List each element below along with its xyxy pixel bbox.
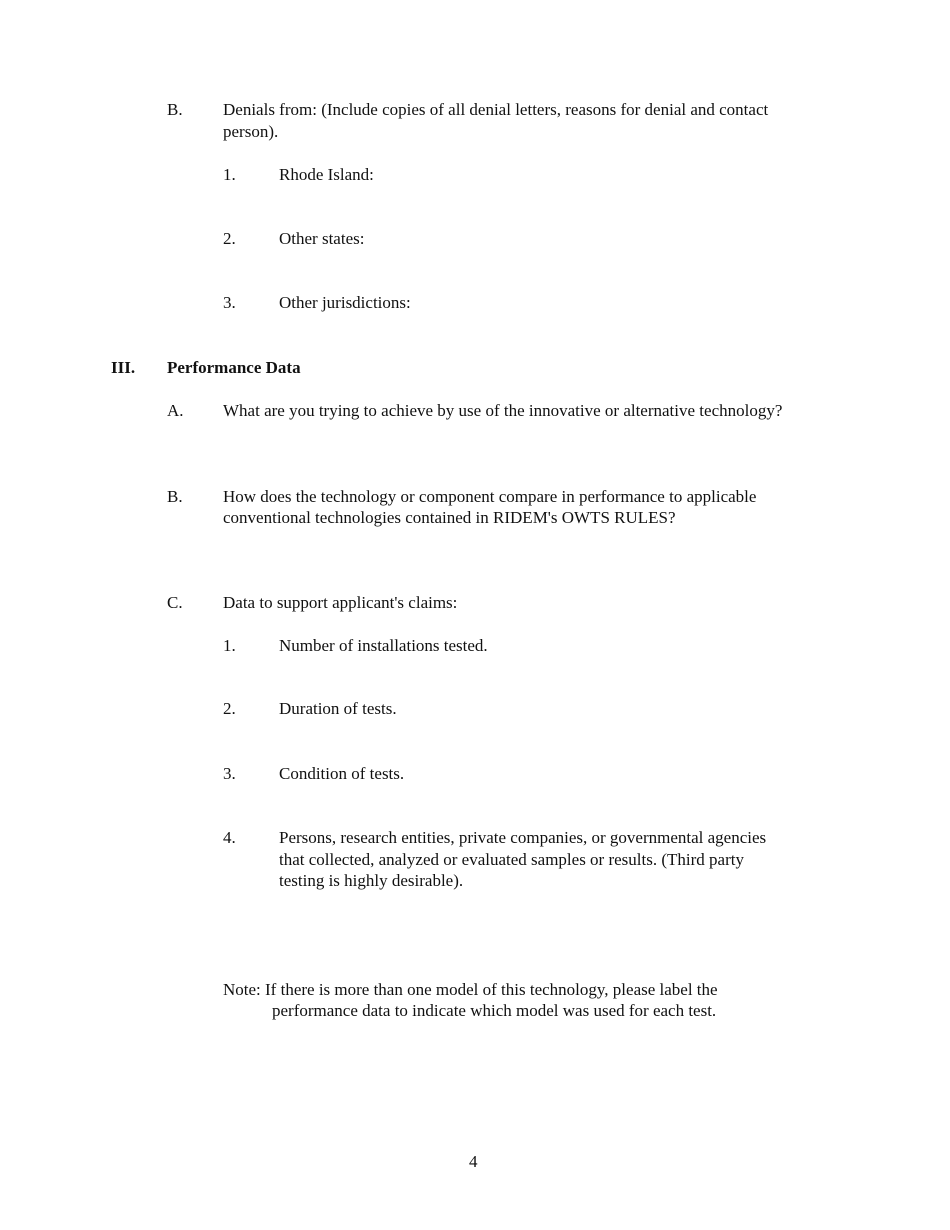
question-c-text: Data to support applicant's claims: [223, 593, 458, 612]
section-b-text-line2: person). [223, 122, 279, 141]
list-item-text-line3: testing is highly desirable). [279, 871, 464, 890]
question-a-marker: A. [167, 401, 184, 420]
list-item-number: 3. [223, 293, 236, 312]
section-b-text-line1: Denials from: (Include copies of all denial letters, reasons for denial and contact [223, 100, 769, 119]
note-line2: performance data to indicate which model was used for each test. [272, 1001, 717, 1020]
section-iii-numeral: III. [111, 358, 136, 377]
list-item-number: 2. [223, 699, 236, 718]
question-b-text-line2: conventional technologies contained in RIDEM's OWTS RULES? [223, 508, 676, 527]
list-item-text: Other jurisdictions: [279, 293, 411, 312]
list-item-number: 1. [223, 636, 236, 655]
list-item-text-line1: Persons, research entities, private companies, or governmental agencies [279, 828, 767, 847]
list-item-text: Duration of tests. [279, 699, 397, 718]
list-item-text: Other states: [279, 229, 365, 248]
question-c-marker: C. [167, 593, 183, 612]
list-item-text-line2: that collected, analyzed or evaluated samples or results. (Third party [279, 850, 744, 869]
section-iii-title: Performance Data [167, 358, 301, 377]
list-item-number: 4. [223, 828, 236, 847]
question-a-text: What are you trying to achieve by use of the innovative or alternative technology? [223, 401, 783, 420]
section-b-marker: B. [167, 100, 183, 119]
question-b-text-line1: How does the technology or component compare in performance to applicable [223, 487, 757, 506]
list-item-text: Rhode Island: [279, 165, 374, 184]
question-b-marker: B. [167, 487, 183, 506]
page-number: 4 [469, 1152, 478, 1171]
list-item-number: 1. [223, 165, 236, 184]
list-item-text: Condition of tests. [279, 764, 405, 783]
list-item-number: 3. [223, 764, 236, 783]
list-item-number: 2. [223, 229, 236, 248]
list-item-text: Number of installations tested. [279, 636, 488, 655]
note-line1: Note: If there is more than one model of this technology, please label the [223, 980, 718, 999]
